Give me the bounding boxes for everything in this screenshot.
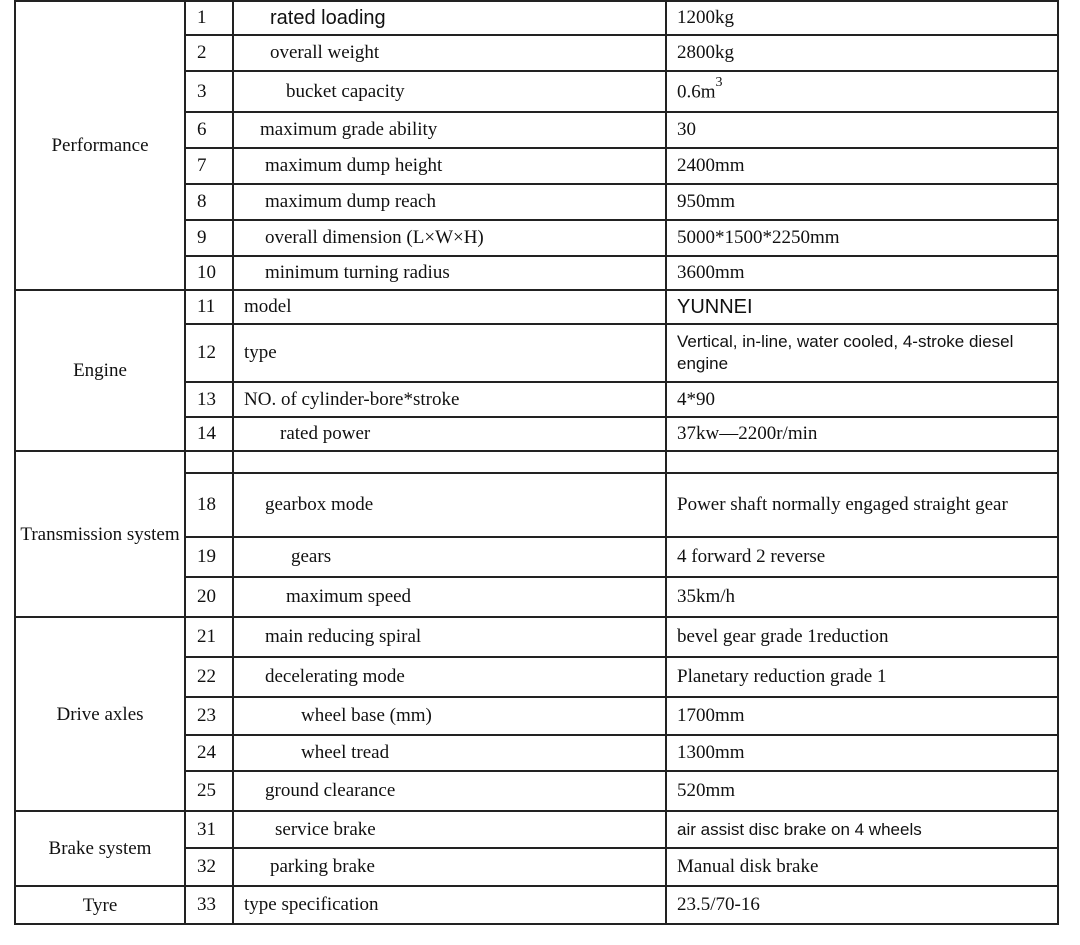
item-value: 1200kg [666, 1, 1058, 35]
item-name: service brake [233, 811, 666, 848]
item-name: overall dimension (L×W×H) [233, 220, 666, 256]
table-row [15, 290, 1058, 324]
item-value: Manual disk brake [666, 848, 1058, 886]
item-name: model [233, 290, 666, 324]
row-number: 23 [185, 697, 233, 735]
row-number: 21 [185, 617, 233, 657]
item-value: 4*90 [666, 382, 1058, 417]
row-number: 9 [185, 220, 233, 256]
item-value: 1300mm [666, 735, 1058, 771]
item-name: type specification [233, 886, 666, 924]
item-value: 35km/h [666, 577, 1058, 617]
item-name: wheel base (mm) [233, 697, 666, 735]
item-value: 23.5/70-16 [666, 886, 1058, 924]
row-number: 1 [185, 1, 233, 35]
item-name: gearbox mode [233, 473, 666, 537]
item-name: maximum speed [233, 577, 666, 617]
spec-table [14, 0, 1059, 925]
row-number: 24 [185, 735, 233, 771]
item-value: Planetary reduction grade 1 [666, 657, 1058, 697]
row-number: 32 [185, 848, 233, 886]
item-name: parking brake [233, 848, 666, 886]
row-number: 14 [185, 417, 233, 451]
row-number: 19 [185, 537, 233, 577]
item-value: 520mm [666, 771, 1058, 811]
row-number: 13 [185, 382, 233, 417]
item-name: decelerating mode [233, 657, 666, 697]
item-name: maximum grade ability [233, 112, 666, 148]
group-label-transmission: Transmission system [15, 451, 185, 617]
group-label-engine: Engine [15, 290, 185, 451]
row-number: 25 [185, 771, 233, 811]
group-label-performance: Performance [15, 1, 185, 290]
row-number [185, 451, 233, 473]
group-label-drive-axles: Drive axles [15, 617, 185, 811]
item-value: 4 forward 2 reverse [666, 537, 1058, 577]
group-label-tyre: Tyre [15, 886, 185, 924]
row-number: 6 [185, 112, 233, 148]
item-value: YUNNEI [666, 290, 1058, 324]
table-row [15, 451, 1058, 473]
row-number: 31 [185, 811, 233, 848]
item-name: maximum dump height [233, 148, 666, 184]
item-value [666, 451, 1058, 473]
item-name: NO. of cylinder-bore*stroke [233, 382, 666, 417]
item-value: 2400mm [666, 148, 1058, 184]
item-value: 37kw—2200r/min [666, 417, 1058, 451]
group-label-brake-system: Brake system [15, 811, 185, 886]
item-value: 3600mm [666, 256, 1058, 290]
item-value: 1700mm [666, 697, 1058, 735]
item-name: gears [233, 537, 666, 577]
table-row [15, 617, 1058, 657]
value-superscript: 3 [715, 75, 723, 91]
row-number: 18 [185, 473, 233, 537]
row-number: 11 [185, 290, 233, 324]
item-value: Power shaft normally engaged straight gear [666, 473, 1058, 537]
table-row [15, 1, 1058, 35]
row-number: 22 [185, 657, 233, 697]
item-name: bucket capacity [233, 71, 666, 112]
value-text: 0.6m [677, 81, 716, 103]
row-number: 3 [185, 71, 233, 112]
row-number: 20 [185, 577, 233, 617]
item-name: main reducing spiral [233, 617, 666, 657]
item-value: 2800kg [666, 35, 1058, 71]
item-name [233, 451, 666, 473]
item-name: wheel tread [233, 735, 666, 771]
row-number: 10 [185, 256, 233, 290]
item-value [666, 71, 1058, 112]
item-name: type [233, 324, 666, 382]
item-name: rated power [233, 417, 666, 451]
item-value: air assist disc brake on 4 wheels [666, 811, 1058, 848]
item-name: overall weight [233, 35, 666, 71]
row-number: 12 [185, 324, 233, 382]
table-row [15, 886, 1058, 924]
item-name: ground clearance [233, 771, 666, 811]
item-value: 950mm [666, 184, 1058, 220]
item-name: rated loading [233, 1, 666, 35]
item-value: 30 [666, 112, 1058, 148]
item-value: Vertical, in-line, water cooled, 4-stroke diesel engine [666, 324, 1058, 382]
item-name: minimum turning radius [233, 256, 666, 290]
row-number: 7 [185, 148, 233, 184]
table-row [15, 811, 1058, 848]
item-value: bevel gear grade 1reduction [666, 617, 1058, 657]
row-number: 33 [185, 886, 233, 924]
row-number: 2 [185, 35, 233, 71]
item-value: 5000*1500*2250mm [666, 220, 1058, 256]
item-name: maximum dump reach [233, 184, 666, 220]
row-number: 8 [185, 184, 233, 220]
